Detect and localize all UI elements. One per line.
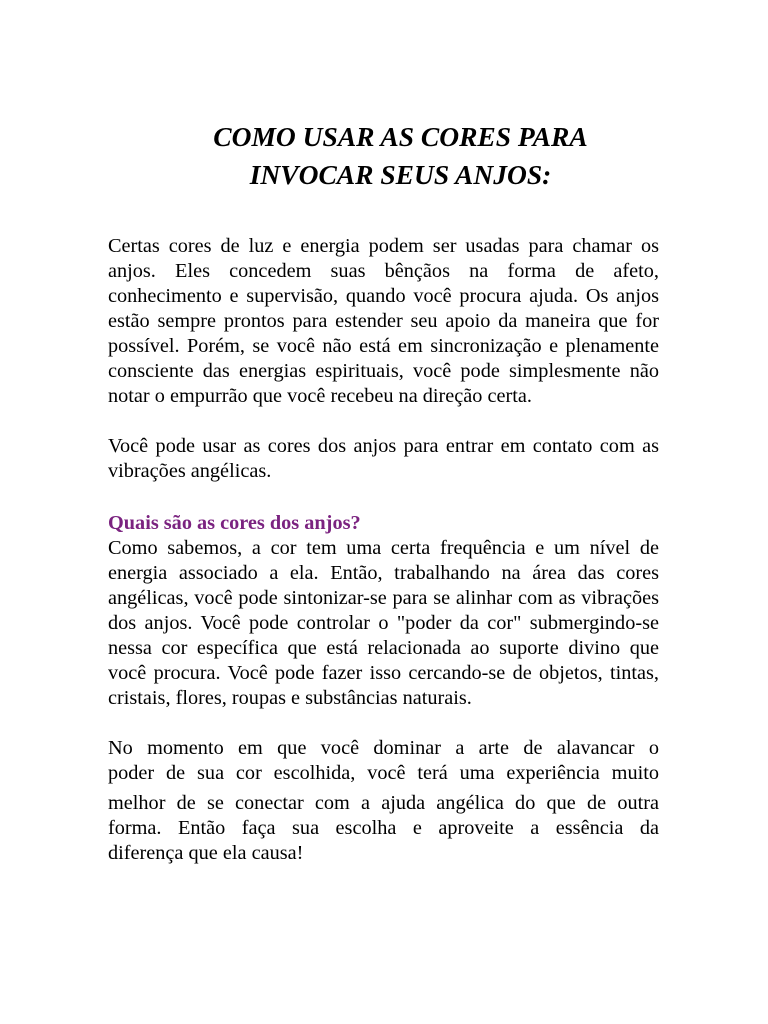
closing-paragraph	[108, 736, 659, 866]
document-page	[108, 118, 659, 866]
title-line-1: COMO USAR AS CORES PARA	[213, 121, 588, 152]
closing-line-1: No momento em que você dominar a arte de alavancar o	[108, 737, 659, 759]
closing-line-2: poder de sua cor escolhida, você terá uma experiência muito	[108, 762, 659, 784]
document-title	[142, 118, 659, 194]
intro-paragraph: Certas cores de luz e energia podem ser usadas para chamar os anjos. Eles concedem suas bênçãos na forma de afeto, conhecimento e supervisão, quando você procura ajuda. Os anjos estão sempre prontos para estender seu apoio da maneira que for possível. Porém, se você não está em sincronização e plenamente consciente das energias espirituais, você pode simplesmente não notar o empurrão que você recebeu na direção certa.	[108, 235, 659, 407]
closing-line-3: melhor de se conectar com a ajuda angélica do que de outra	[108, 792, 659, 814]
closing-line-5: diferença que ela causa!	[108, 842, 304, 864]
colors-usage-paragraph: Você pode usar as cores dos anjos para entrar em contato com as vibrações angélicas.	[108, 435, 659, 482]
closing-line-4: forma. Então faça sua escolha e aproveite a essência da	[108, 817, 659, 839]
section-heading: Quais são as cores dos anjos?	[108, 512, 361, 534]
angel-colors-paragraph: Como sabemos, a cor tem uma certa frequência e um nível de energia associado a ela. Então, trabalhando na área das cores angélicas, você pode sintonizar-se para se alinhar com as vibrações dos anjos. Você pode controlar o "poder da cor" submergindo-se nessa cor específica que está relacionada ao suporte divino que você procura. Você pode fazer isso cercando-se de objetos, tintas, cristais, flores, roupas e substâncias naturais.	[108, 537, 659, 709]
title-line-2: INVOCAR SEUS ANJOS:	[249, 159, 552, 190]
